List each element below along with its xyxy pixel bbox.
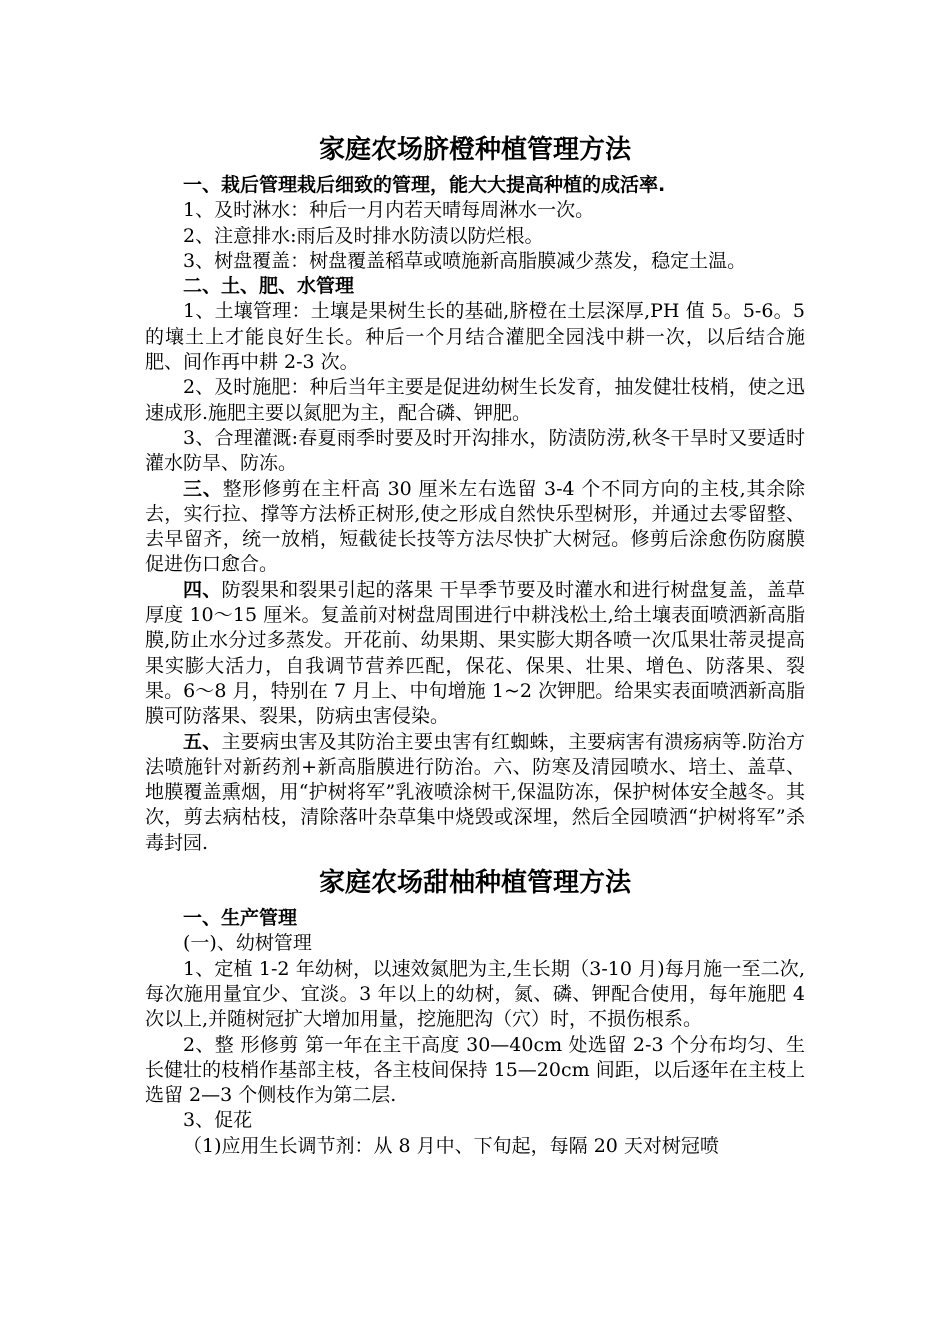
section5-paragraph <box>145 730 805 856</box>
s2-paragraph-3: 3、合理灌溉:春夏雨季时要及时开沟排水，防渍防涝,秋冬干旱时又要适时灌水防旱、防冻。 <box>145 426 805 475</box>
section2-heading: 二、土、肥、水管理 <box>183 275 355 298</box>
s1-paragraph-1: 1、及时淋水：种后一月内若天晴每周淋水一次。 <box>183 199 595 222</box>
section4-lead: 四、 <box>183 578 222 601</box>
section1-heading: 一、栽后管理栽后细致的管理，能大大提高种植的成活率. <box>183 174 666 196</box>
document-page <box>145 133 805 1159</box>
section4-text: 防裂果和裂果引起的落果 干旱季节要及时灌水和进行树盘复盖，盖草厚度 10～15 厘米。复盖前对树盘周围进行中耕浅松土,给土壤表面喷洒新高脂膜,防止水分过多蒸发。开花前、幼果期、果实膨大期各喷一次瓜果壮蒂灵提高果实膨大活力，自我调节营养匹配，保花、保果、壮果、增色、防落果、裂果。6～8 月，特别在 7 月上、中旬增施 1~2 次钾肥。给果实表面喷洒新高脂膜可防落果、裂果，防病虫害侵染。 <box>145 578 805 728</box>
section4-paragraph <box>145 578 805 730</box>
section3-paragraph <box>145 477 805 578</box>
section5-text: 主要病虫害及其防治主要虫害有红蜘蛛，主要病害有溃疡病等.防治方法喷施针对新药剂+新高脂膜进行防治。六、防寒及清园喷水、培土、盖草、地膜覆盖熏烟，用“护树将军”乳液喷涂树干,保温防冻，保护树体安全越冬。其次，剪去病枯枝，清除落叶杂草集中烧毁或深埋，然后全园喷洒“护树将军”杀毒封园. <box>145 730 805 854</box>
section5-lead: 五、 <box>183 730 222 753</box>
title-pomelo: 家庭农场甜柚种植管理方法 <box>318 868 631 899</box>
title-navel-orange: 家庭农场脐橙种植管理方法 <box>318 135 631 165</box>
pomelo-paragraph-4: （1)应用生长调节剂：从 8 月中、下旬起，每隔 20 天对树冠喷 <box>183 1134 719 1157</box>
s2-paragraph-2: 2、及时施肥：种后当年主要是促进幼树生长发育，抽发健壮枝梢，使之迅速成形.施肥主要以氮肥为主，配合磷、钾肥。 <box>145 376 805 424</box>
pomelo-paragraph-2: 2、整 形修剪 第一年在主干高度 30—40cm 处选留 2-3 个分布均匀、生长健壮的枝梢作基部主枝，各主枝间保持 15—20cm 间距，以后逐年在主枝上选留 2—3 个侧枝作为第二层. <box>145 1033 805 1107</box>
pomelo-section-heading: 一、生产管理 <box>183 907 298 930</box>
pomelo-paragraph-1: 1、定植 1-2 年幼树，以速效氮肥为主,生长期（3-10 月)每月施一至二次,每次施用量宜少、宜淡。3 年以上的幼树，氮、磷、钾配合使用，每年施肥 4 次以上,并随树冠扩大增加用量，挖施肥沟（穴）时，不损伤根系。 <box>145 957 805 1031</box>
pomelo-paragraph-3: 3、促花 <box>183 1109 253 1132</box>
pomelo-subheading: (一)、幼树管理 <box>183 932 312 955</box>
section3-lead: 三、 <box>183 477 223 500</box>
s2-paragraph-1: 1、土壤管理：土壤是果树生长的基础,脐橙在土层深厚,PH 值 5。5-6。5 的壤土上才能良好生长。种后一个月结合灌肥全园浅中耕一次，以后结合施肥、间作再中耕 2-3 次。 <box>145 300 805 374</box>
section3-text: 整形修剪在主杆高 30 厘米左右选留 3-4 个不同方向的主枝,其余除去，实行拉、撑等方法桥正树形,使之形成自然快乐型树形，并通过去零留整、去早留齐，统一放梢，短截徒长技等方法尽快扩大树冠。修剪后涂愈伤防腐膜促进伤口愈合。 <box>145 477 805 576</box>
s1-paragraph-3: 3、树盘覆盖：树盘覆盖稻草或喷施新高脂膜减少蒸发，稳定土温。 <box>183 249 747 272</box>
s1-paragraph-2: 2、注意排水:雨后及时排水防渍以防烂根。 <box>183 224 544 247</box>
